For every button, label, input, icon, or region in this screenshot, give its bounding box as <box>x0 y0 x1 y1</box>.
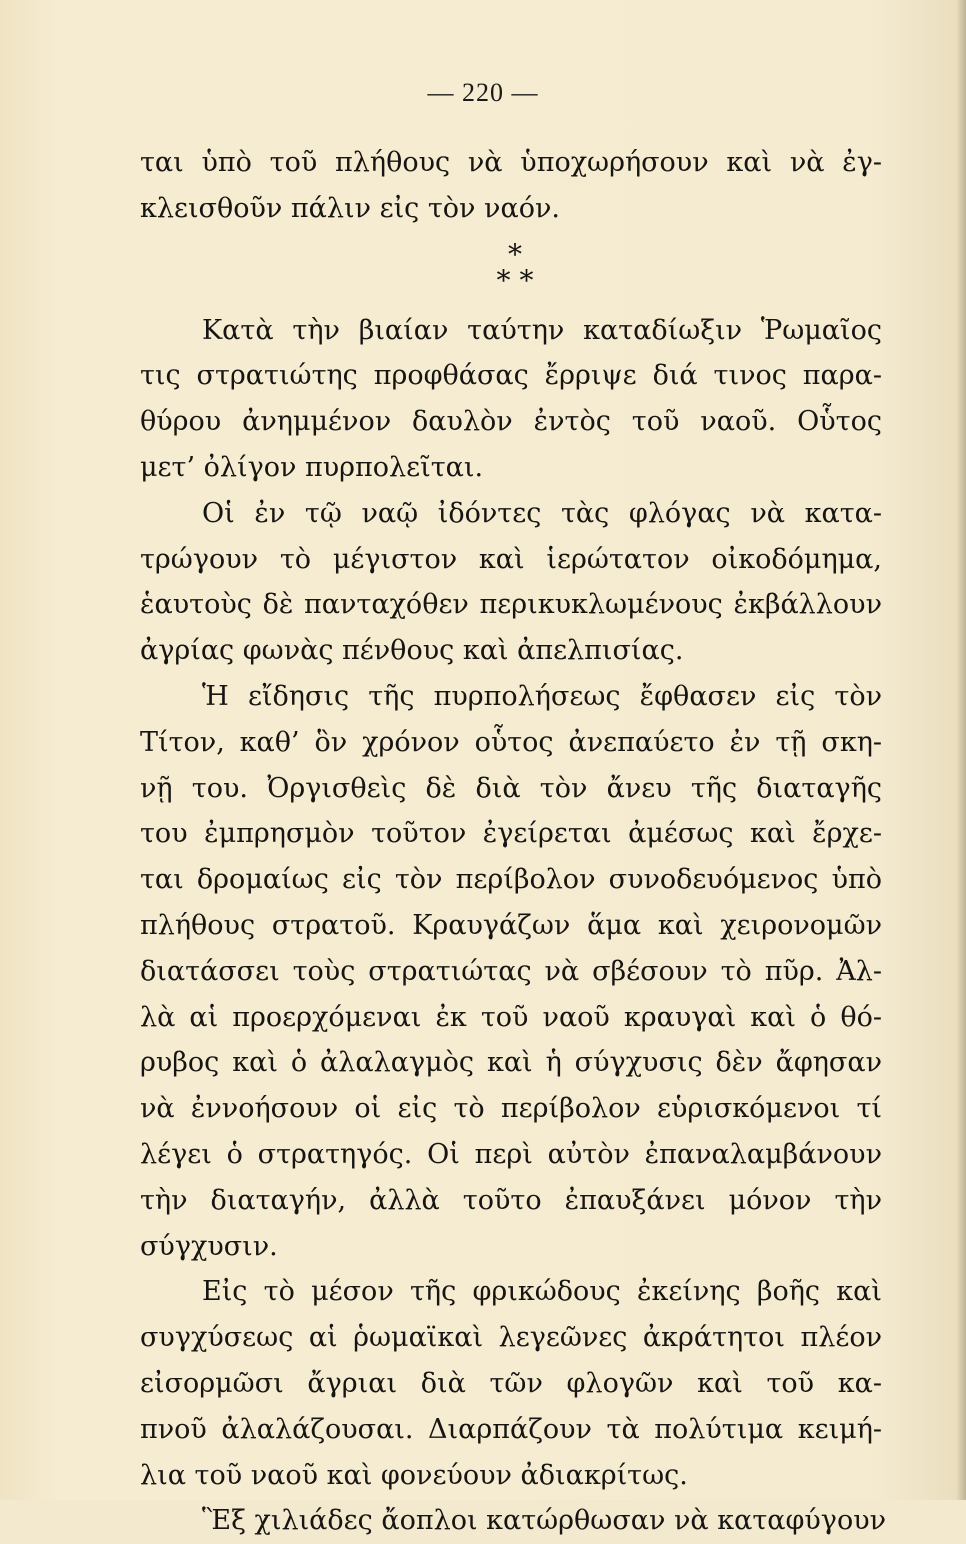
text-line: νὰ ἐννοήσουν οἱ εἰς τὸ περίβολον εὑρισκόμενοι τί <box>140 1093 882 1125</box>
paragraph <box>140 308 882 491</box>
paragraph <box>140 140 882 232</box>
text-line: νῇ του. Ὀργισθεὶς δὲ διὰ τὸν ἄνευ τῆς διαταγῆς <box>140 772 882 804</box>
text-line: ται ὑπὸ τοῦ πλήθους νὰ ὑποχωρήσουν καὶ νὰ ἐγ- <box>140 147 882 178</box>
text-line: μετ’ ὀλίγον πυρπολεῖται. <box>140 451 484 483</box>
text-line: λέγει ὁ στρατηγός. Οἱ περὶ αὐτὸν ἐπαναλαμβάνουν <box>140 1138 882 1170</box>
text-line: Εἰς τὸ μέσον τῆς φρικώδους ἐκείνης βοῆς καὶ <box>202 1276 882 1308</box>
text-line: Τίτον, καθ’ ὃν χρόνον οὗτος ἀνεπαύετο ἐν τῇ σκη- <box>140 726 882 758</box>
text-line: τις στρατιώτης προφθάσας ἔρριψε διά τινος παρα- <box>140 360 882 392</box>
page-body <box>140 140 887 1544</box>
text-line: λὰ αἱ προερχόμεναι ἐκ τοῦ ναοῦ κραυγαὶ καὶ ὁ θό- <box>140 1001 882 1033</box>
paragraph <box>140 674 882 1269</box>
asterism-bottom: * * <box>496 263 534 297</box>
text-line: ἑαυτοὺς δὲ πανταχόθεν περικυκλωμένους ἐκβάλλουν <box>140 589 882 621</box>
text-line: Οἱ ἐν τῷ ναῷ ἰδόντες τὰς φλόγας νὰ κατα- <box>202 497 882 529</box>
text-line: Κατὰ τὴν βιαίαν ταύτην καταδίωξιν Ῥωμαῖος <box>202 314 882 346</box>
text-line: ται δρομαίως εἰς τὸν περίβολον συνοδευόμενος ὑπὸ <box>140 864 882 896</box>
text-line: συγχύσεως αἱ ῥωμαϊκαὶ λεγεῶνες ἀκράτητοι πλέον <box>140 1322 882 1354</box>
text-line: Ἡ εἴδησις τῆς πυρπολήσεως ἔφθασεν εἰς τὸν <box>202 680 882 712</box>
text-line: κλεισθοῦν πάλιν εἰς τὸν ναόν. <box>140 192 560 224</box>
text-line: λια τοῦ ναοῦ καὶ φονεύουν ἀδιακρίτως. <box>140 1459 688 1491</box>
page-edge-shadow <box>956 0 966 1500</box>
text-line: θύρου ἀνημμένον δαυλὸν ἐντὸς τοῦ ναοῦ. Οὗτος <box>140 406 882 438</box>
asterism-top: * <box>508 237 522 271</box>
text-line: Ἓξ χιλιάδες ἄοπλοι κατώρθωσαν νὰ καταφύγουν <box>202 1505 887 1537</box>
text-line: πλήθους στρατοῦ. Κραυγάζων ἅμα καὶ χειρονομῶν <box>140 909 882 941</box>
text-line: διατάσσει τοὺς στρατιώτας νὰ σβέσουν τὸ πῦρ. Ἀλ- <box>140 955 882 987</box>
paragraph <box>140 1269 882 1498</box>
text-line: εἰσορμῶσι ἄγριαι διὰ τῶν φλογῶν καὶ τοῦ κα- <box>140 1367 882 1399</box>
text-line: πνοῦ ἀλαλάζουσαι. Διαρπάζουν τὰ πολύτιμα κειμή- <box>140 1413 882 1445</box>
section-divider-asterism <box>140 232 882 308</box>
text-line: τρώγουν τὸ μέγιστον καὶ ἱερώτατον οἰκοδόμημα, <box>140 543 882 575</box>
text-line: σύγχυσιν. <box>140 1230 278 1262</box>
text-line: ἀγρίας φωνὰς πένθους καὶ ἀπελπισίας. <box>140 635 684 667</box>
text-line: ρυβος καὶ ὁ ἀλαλαγμὸς καὶ ἡ σύγχυσις δὲν ἄφησαν <box>140 1047 882 1079</box>
text-line: του ἐμπρησμὸν τοῦτον ἐγείρεται ἀμέσως καὶ ἔρχε- <box>140 818 882 850</box>
page-number: — 220 — <box>427 78 539 107</box>
paragraph <box>140 1498 887 1544</box>
paragraph <box>140 491 882 674</box>
text-line: τὴν διαταγήν, ἀλλὰ τοῦτο ἐπαυξάνει μόνον τὴν <box>140 1184 882 1216</box>
